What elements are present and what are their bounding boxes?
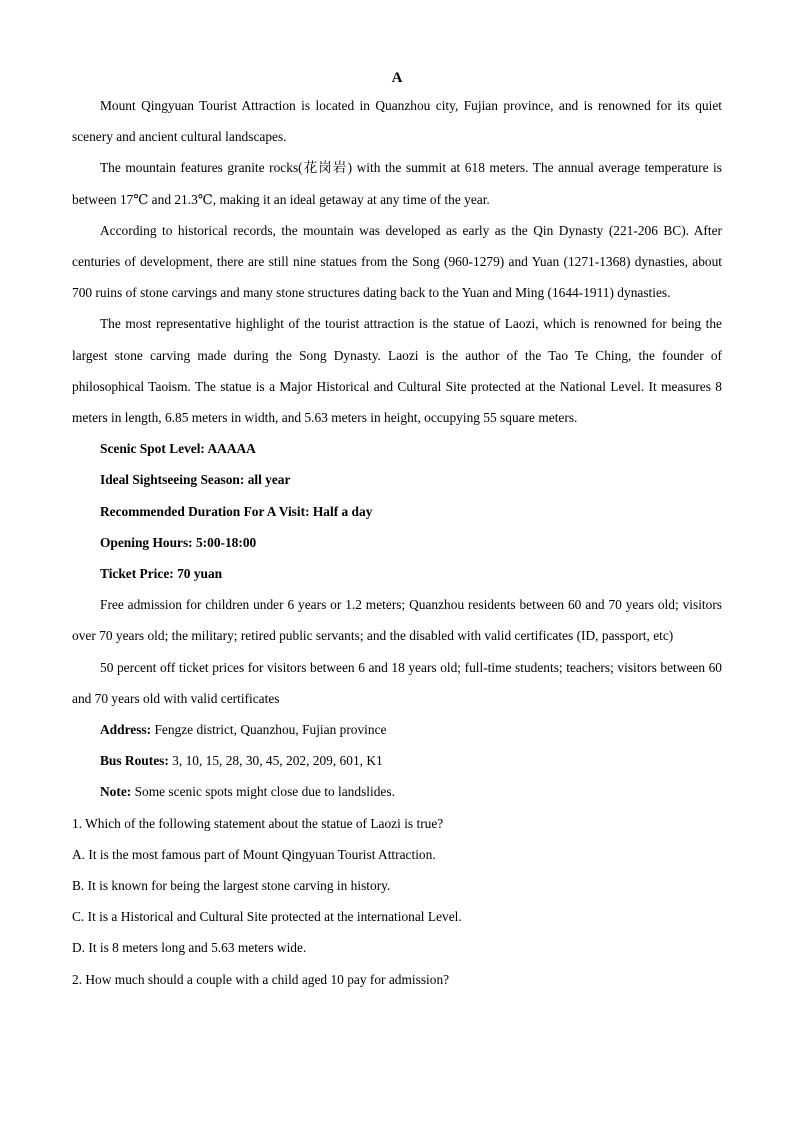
option-c: C. It is a Historical and Cultural Site protected at the international Level. [72, 909, 462, 925]
info-note [72, 776, 722, 807]
info-duration: Recommended Duration For A Visit: Half a day [100, 503, 373, 519]
question-2: 2. How much should a couple with a child aged 10 pay for admission? [72, 971, 450, 987]
option-b: B. It is known for being the largest stone carving in history. [72, 878, 391, 894]
option-a: A. It is the most famous part of Mount Qingyuan Tourist Attraction. [72, 846, 436, 862]
bus-label: Bus Routes: [100, 753, 169, 769]
info-scenic-level: Scenic Spot Level: AAAAA [100, 441, 256, 457]
passage-title: A [391, 70, 403, 86]
document-page [72, 66, 722, 995]
paragraph-geography: The mountain features granite rocks(花岗岩) with the summit at 618 meters. The annual average temperature is between 17℃ and 21.3℃, making it an ideal getaway at any time of the year. [72, 160, 722, 207]
paragraph-free-admission: Free admission for children under 6 years or 1.2 meters; Quanzhou residents between 60 and 70 years old; visitors over 70 years old; the military; retired public servants; and the disabled with valid certificates (ID, passport, etc) [72, 597, 722, 644]
question-1: 1. Which of the following statement about the statue of Laozi is true? [72, 815, 444, 831]
bus-value: 3, 10, 15, 28, 30, 45, 202, 209, 601, K1 [168, 753, 383, 769]
info-bus-routes [72, 745, 722, 776]
paragraph-discount: 50 percent off ticket prices for visitors between 6 and 18 years old; full-time students; teachers; visitors between 60 and 70 years old with valid certificates [72, 659, 722, 706]
address-value: Fengze district, Quanzhou, Fujian province [151, 722, 387, 738]
option-d: D. It is 8 meters long and 5.63 meters wide. [72, 940, 307, 956]
note-value: Some scenic spots might close due to landslides. [131, 784, 395, 800]
paragraph-intro: Mount Qingyuan Tourist Attraction is located in Quanzhou city, Fujian province, and is renowned for its quiet scenery and ancient cultural landscapes. [72, 98, 722, 145]
paragraph-history: According to historical records, the mountain was developed as early as the Qin Dynasty (221-206 BC). After centuries of development, there are still nine statues from the Song (960-1279) and Yuan (1271-1368) dynasties, about 700 ruins of stone carvings and many stone structures dating back to the Yuan and Ming (1644-1911) dynasties. [72, 222, 722, 301]
paragraph-laozi: The most representative highlight of the tourist attraction is the statue of Laozi, which is renowned for being the largest stone carving made during the Song Dynasty. Laozi is the author of the Tao Te Ching, the founder of philosophical Taoism. The statue is a Major Historical and Cultural Site protected at the National Level. It measures 8 meters in length, 6.85 meters in width, and 5.63 meters in height, occupying 55 square meters. [72, 316, 722, 426]
address-label: Address: [100, 722, 152, 738]
info-season: Ideal Sightseeing Season: all year [100, 472, 291, 488]
info-ticket: Ticket Price: 70 yuan [100, 566, 223, 582]
note-label: Note: [100, 784, 132, 800]
info-address [72, 714, 722, 745]
info-hours: Opening Hours: 5:00-18:00 [100, 534, 257, 550]
